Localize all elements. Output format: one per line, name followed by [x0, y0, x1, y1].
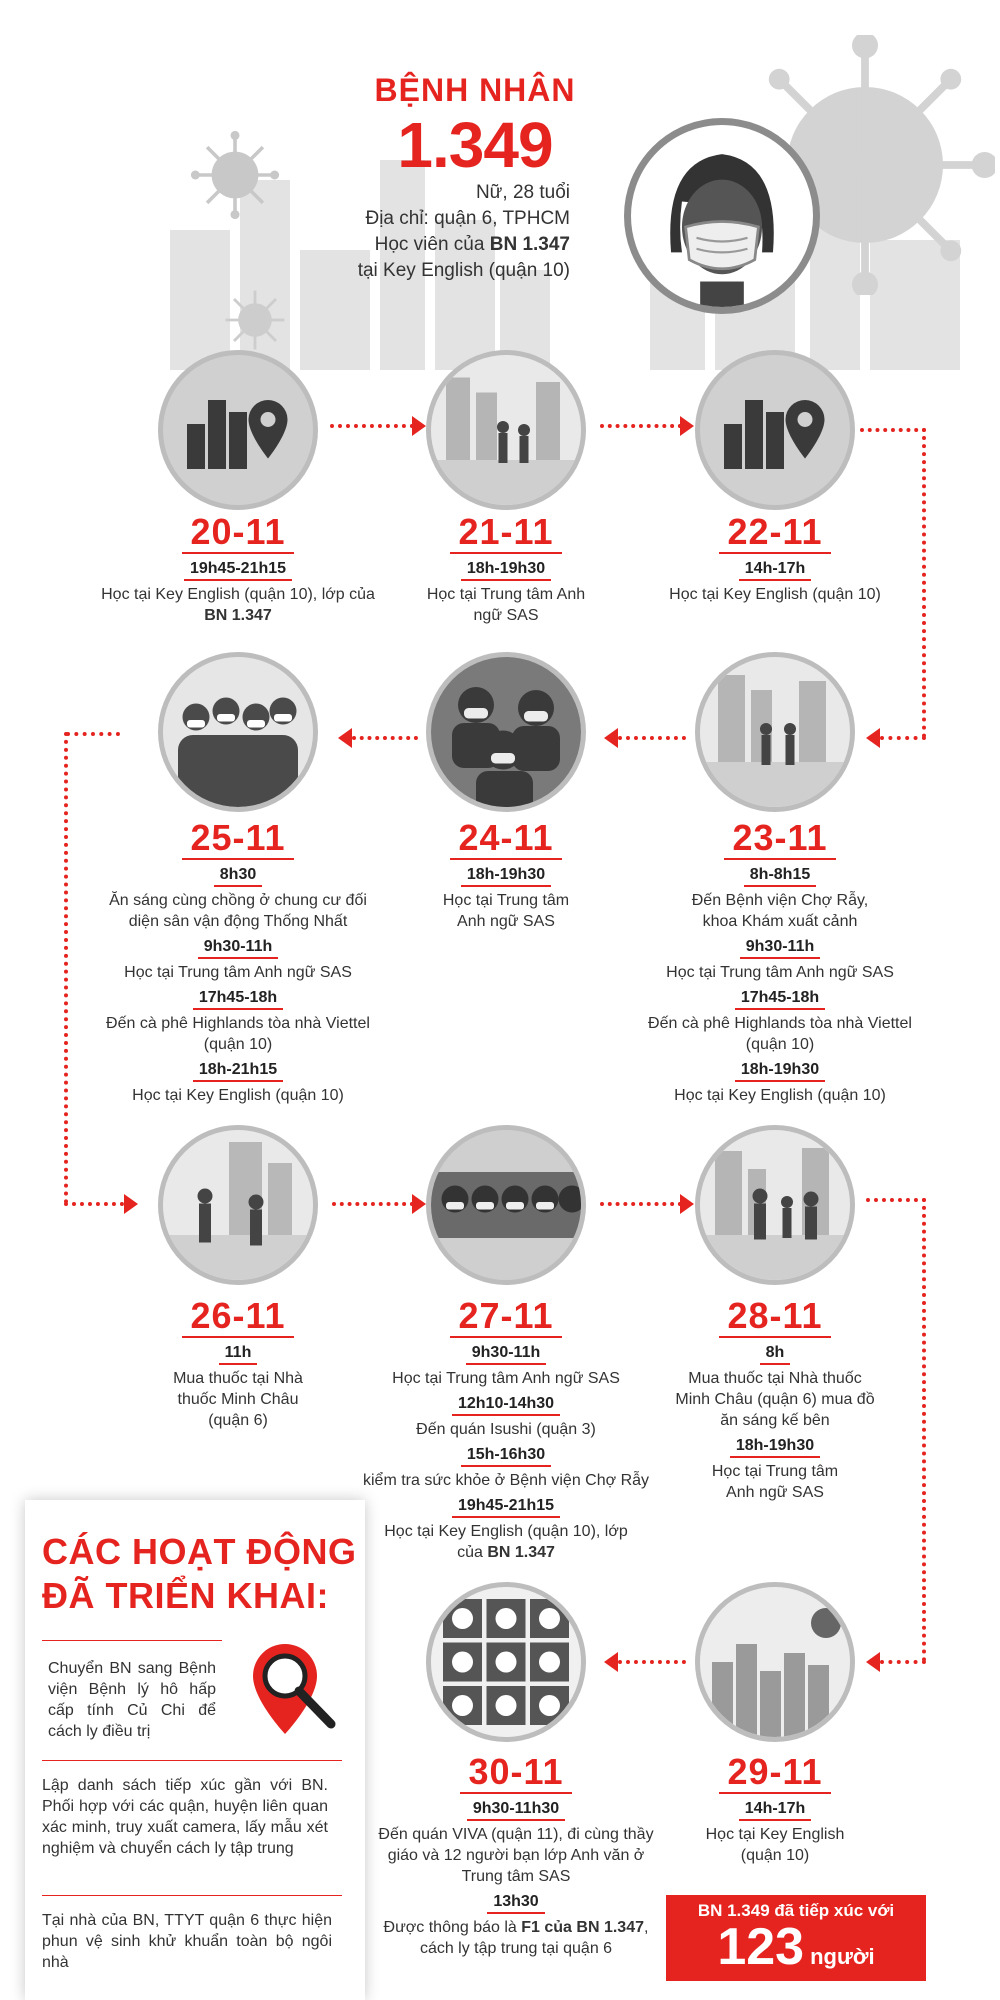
entry-time: 9h30-11h — [198, 938, 278, 959]
arrow-line — [880, 736, 926, 740]
entry-time: 8h-8h15 — [744, 866, 816, 887]
street-scene-icon — [158, 1125, 318, 1285]
entry-date: 24-11 — [450, 818, 561, 860]
entry-activity-text: Được thông báo là — [383, 1919, 522, 1936]
virus-icon — [220, 285, 290, 355]
contact-label: BN 1.349 đã tiếp xúc với — [697, 1901, 895, 1920]
street-scene-icon — [695, 652, 855, 812]
entry-22-11 — [630, 512, 920, 605]
entry-activity: Đến cà phê Highlands tòa nhà Viettel (quận 10) — [648, 1015, 912, 1053]
arrow-left-icon — [604, 1652, 618, 1672]
entry-activity: Học tại Trung tâm Anh ngữ SAS — [392, 1370, 620, 1387]
arrow-line — [600, 1202, 682, 1206]
entry-activity — [371, 1917, 661, 1959]
header-label: BỆNH NHÂN — [374, 72, 576, 108]
street-scene-icon — [695, 1125, 855, 1285]
entry-activity: Mua thuốc tại Nhà thuốc Minh Châu (quận 6) mua đồ ăn sáng kế bên — [675, 1370, 875, 1429]
entry-24-11 — [361, 818, 651, 932]
entry-time: 9h30-11h — [740, 938, 820, 959]
entry-25-11 — [88, 818, 388, 1106]
entry-activity: Học tại Key English (quận 10) — [674, 1087, 886, 1104]
arrow-line — [352, 736, 418, 740]
entry-28-11 — [630, 1296, 920, 1503]
entry-date: 20-11 — [182, 512, 293, 554]
entry-date: 22-11 — [719, 512, 830, 554]
entry-time: 15h-16h30 — [461, 1446, 551, 1467]
entry-activity — [346, 1521, 666, 1563]
masked-people-icon — [426, 652, 586, 812]
entry-activity: Ăn sáng cùng chồng ở chung cư đối diện sân vận động Thống Nhất — [109, 892, 367, 930]
entry-activity-text: Học tại Key English (quận 10), lớp của — [384, 1523, 628, 1561]
arrow-left-icon — [604, 728, 618, 748]
entry-26-11 — [93, 1296, 383, 1431]
patient-info-text: Học viên của — [374, 234, 490, 255]
entry-activity: Đến quán VIVA (quận 11), đi cùng thầy giáo và 12 người bạn lớp Anh văn ở Trung tâm SAS — [378, 1826, 654, 1885]
arrow-right-icon — [680, 1194, 694, 1214]
entry-21-11 — [361, 512, 651, 626]
entry-29-11 — [630, 1752, 920, 1866]
arrow-line — [618, 1660, 686, 1664]
arrow-line — [922, 1198, 926, 1662]
arrow-left-icon — [866, 1652, 880, 1672]
arrow-line — [880, 1660, 926, 1664]
street-scene-icon — [426, 350, 586, 510]
contact-count-box — [666, 1895, 926, 1981]
entry-time: 9h30-11h30 — [467, 1800, 565, 1821]
entry-27-11 — [346, 1296, 666, 1563]
city-location-icon — [158, 350, 318, 510]
entry-activity: Học tại Key English (quận 10) — [669, 586, 881, 603]
entry-activity: Đến Bệnh viện Chợ Rẫy, khoa Khám xuất cảnh — [691, 892, 869, 930]
entry-date: 21-11 — [450, 512, 561, 554]
entry-date: 30-11 — [460, 1752, 571, 1794]
divider — [42, 1640, 222, 1641]
entry-activity — [93, 584, 383, 626]
entry-time: 18h-19h30 — [735, 1061, 825, 1082]
activity-item: Tại nhà của BN, TTYT quận 6 thực hiện phun vệ sinh khử khuẩn toàn bộ ngôi nhà — [42, 1912, 332, 1971]
entry-activity-bold: BN 1.347 — [204, 607, 272, 624]
entry-activity: Học tại Trung tâm Anh ngữ SAS — [442, 892, 570, 930]
entry-activity: Học tại Trung tâm Anh ngữ SAS — [124, 964, 352, 981]
entry-30-11 — [371, 1752, 661, 1959]
arrow-line — [64, 1202, 124, 1206]
entry-activity: Đến cà phê Highlands tòa nhà Viettel (quận 10) — [106, 1015, 370, 1053]
entry-date: 26-11 — [182, 1296, 293, 1338]
entry-activity: Mua thuốc tại Nhà thuốc Minh Châu (quận 6) — [173, 1370, 303, 1429]
masked-people-icon — [426, 1582, 586, 1742]
entry-activity: Học tại Key English (quận 10) — [705, 1826, 845, 1864]
arrow-line — [922, 428, 926, 738]
entry-time: 13h30 — [487, 1893, 544, 1914]
entry-activity: kiểm tra sức khỏe ở Bệnh viện Chợ Rẫy — [362, 1472, 650, 1489]
entry-date: 25-11 — [182, 818, 293, 860]
entry-time: 14h-17h — [739, 560, 811, 581]
entry-time: 19h45-21h15 — [452, 1497, 560, 1518]
entry-time: 18h-21h15 — [193, 1061, 283, 1082]
divider — [42, 1895, 342, 1896]
activities-title — [42, 1530, 362, 1618]
masked-people-icon — [426, 1125, 586, 1285]
city-virus-icon — [695, 1582, 855, 1742]
entry-time: 11h — [219, 1344, 258, 1365]
arrow-line — [618, 736, 686, 740]
patient-info-line: tại Key English (quận 10) — [357, 260, 570, 281]
entry-time: 18h-19h30 — [461, 866, 551, 887]
entry-date: 29-11 — [719, 1752, 830, 1794]
arrow-right-icon — [412, 1194, 426, 1214]
entry-activity: Đến quán Isushi (quận 3) — [416, 1421, 596, 1438]
contact-unit: người — [810, 1944, 875, 1969]
city-location-icon — [695, 350, 855, 510]
entry-time: 8h — [760, 1344, 791, 1365]
entry-activity: Học tại Trung tâm Anh ngữ SAS — [426, 586, 586, 624]
entry-23-11 — [630, 818, 930, 1106]
entry-activity-text: , cách ly tập trung tại quận 6 — [419, 1919, 649, 1957]
entry-date: 23-11 — [724, 818, 835, 860]
patient-number: 1.349 — [397, 109, 553, 181]
activity-item: Lập danh sách tiếp xúc gần với BN. Phối hợp với các quận, huyện liên quan xác minh, truy xuất camera, lấy mẫu xét nghiệm và chuyển cách ly tập trung — [42, 1777, 328, 1857]
entry-time: 18h-19h30 — [730, 1437, 820, 1458]
entry-time: 17h45-18h — [735, 989, 825, 1010]
entry-activity-bold: BN 1.347 — [487, 1544, 555, 1561]
entry-time: 14h-17h — [739, 1800, 811, 1821]
activities-title-line: CÁC HOẠT ĐỘNG — [42, 1531, 357, 1572]
patient-info — [300, 180, 570, 284]
entry-time: 17h45-18h — [193, 989, 283, 1010]
arrow-line — [330, 424, 414, 428]
arrow-line — [860, 428, 926, 432]
arrow-line — [64, 732, 68, 1204]
patient-info-line: Địa chỉ: quận 6, TPHCM — [365, 208, 570, 229]
entry-activity-bold: F1 của BN 1.347 — [521, 1919, 644, 1936]
entry-time: 12h10-14h30 — [452, 1395, 560, 1416]
contact-number: 123 — [717, 1918, 805, 1976]
entry-activity-text: Học tại Key English (quận 10), lớp của — [101, 586, 375, 603]
entry-activity: Học tại Trung tâm Anh ngữ SAS — [711, 1463, 839, 1501]
arrow-left-icon — [866, 728, 880, 748]
activities-title-line: ĐÃ TRIỂN KHAI: — [42, 1575, 329, 1616]
entry-time: 19h45-21h15 — [184, 560, 292, 581]
entry-time: 18h-19h30 — [461, 560, 551, 581]
arrow-right-icon — [412, 416, 426, 436]
activity-item: Chuyển BN sang Bệnh viện Bệnh lý hô hấp cấp tính Củ Chi để cách ly điều trị — [48, 1660, 216, 1740]
entry-date: 27-11 — [450, 1296, 561, 1338]
arrow-line — [332, 1202, 414, 1206]
entry-20-11 — [93, 512, 383, 626]
entry-activity: Học tại Key English (quận 10) — [132, 1087, 344, 1104]
entry-time: 9h30-11h — [466, 1344, 546, 1365]
patient-info-bold: BN 1.347 — [489, 234, 570, 255]
search-location-icon — [235, 1636, 355, 1746]
arrow-line — [66, 732, 120, 736]
entry-time: 8h30 — [214, 866, 262, 887]
patient-info-line — [300, 232, 570, 258]
arrow-left-icon — [338, 728, 352, 748]
patient-info-line: Nữ, 28 tuổi — [475, 182, 570, 203]
arrow-line — [600, 424, 682, 428]
entry-activity: Học tại Trung tâm Anh ngữ SAS — [666, 964, 894, 981]
arrow-right-icon — [680, 416, 694, 436]
arrow-line — [866, 1198, 926, 1202]
entry-date: 28-11 — [719, 1296, 830, 1338]
arrow-right-icon — [124, 1194, 138, 1214]
patient-masked-icon — [624, 118, 820, 314]
virus-icon — [190, 130, 280, 220]
divider — [42, 1760, 342, 1761]
crowd-icon — [158, 652, 318, 812]
